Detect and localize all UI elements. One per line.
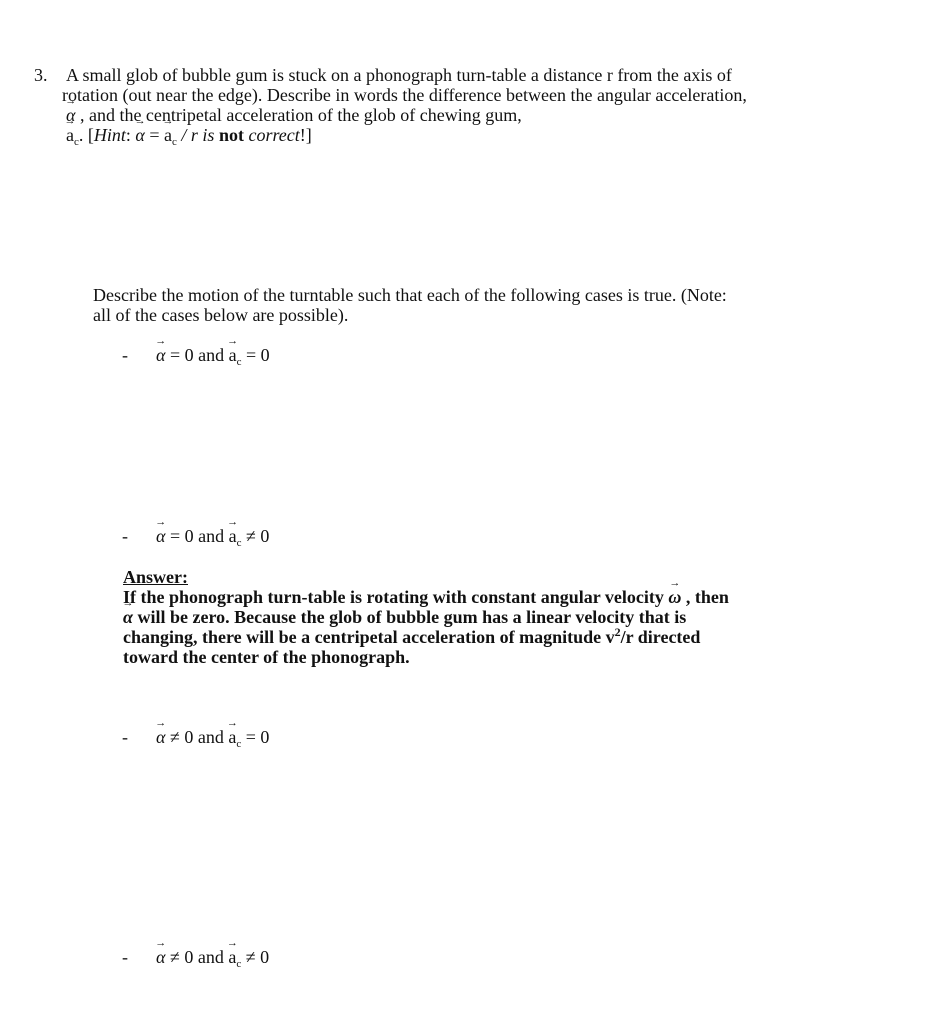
case-3: -→ α ≠ 0 and → $a_c = 0$: [122, 727, 269, 754]
describe-instructions: [93, 285, 833, 325]
answer-line-3: changing, there will be a centripetal acceleration of magnitude $v^2/r$ directed: [123, 625, 701, 647]
question-line-4: → $a_c$. [Hint: → α = → $a_c$ / r is not correct!]: [66, 125, 866, 152]
hint-not: not: [218, 125, 244, 145]
case-4: -→ α ≠ 0 and → $a_c \ne 0$: [122, 947, 269, 974]
answer-line-1: If the phonograph turn-table is rotating with constant angular velocity → ω , then: [123, 587, 823, 607]
hint-label: Hint: [93, 125, 126, 145]
answer-line-2: → α will be zero. Because the glob of bubble gum has a linear velocity that is: [123, 607, 823, 627]
question-line-2: rotation (out near the edge). Describe in words the difference between the angular acceleration,: [62, 85, 747, 105]
case-dash: -: [122, 345, 128, 365]
case-dash: -: [122, 727, 128, 747]
answer-line-4: toward the center of the phonograph.: [123, 647, 410, 667]
answer-label: Answer:: [123, 567, 188, 587]
question-number: 3.: [34, 65, 48, 85]
case-dash: -: [122, 947, 128, 967]
question-text: [62, 65, 866, 152]
ac-vector-symbol: → a: [66, 125, 74, 145]
case-2: -→ α = 0 and → $a_c \ne 0$: [122, 526, 269, 553]
question-line-1: A small glob of bubble gum is stuck on a phonograph turn-table a distance r from the axis of: [66, 65, 732, 85]
omega-vector-symbol: → ω: [668, 587, 681, 607]
answer-block: [123, 567, 823, 667]
case-dash: -: [122, 526, 128, 546]
describe-line-1: Describe the motion of the turntable such that each of the following cases is true. (Note:: [93, 285, 727, 305]
describe-line-2: all of the cases below are possible).: [93, 305, 349, 325]
alpha-vector-symbol: → α: [66, 105, 75, 125]
question-line-3: → α , and the centripetal acceleration of the glob of chewing gum,: [66, 105, 866, 125]
case-1: -→ α = 0 and → $a_c = 0$: [122, 345, 270, 372]
